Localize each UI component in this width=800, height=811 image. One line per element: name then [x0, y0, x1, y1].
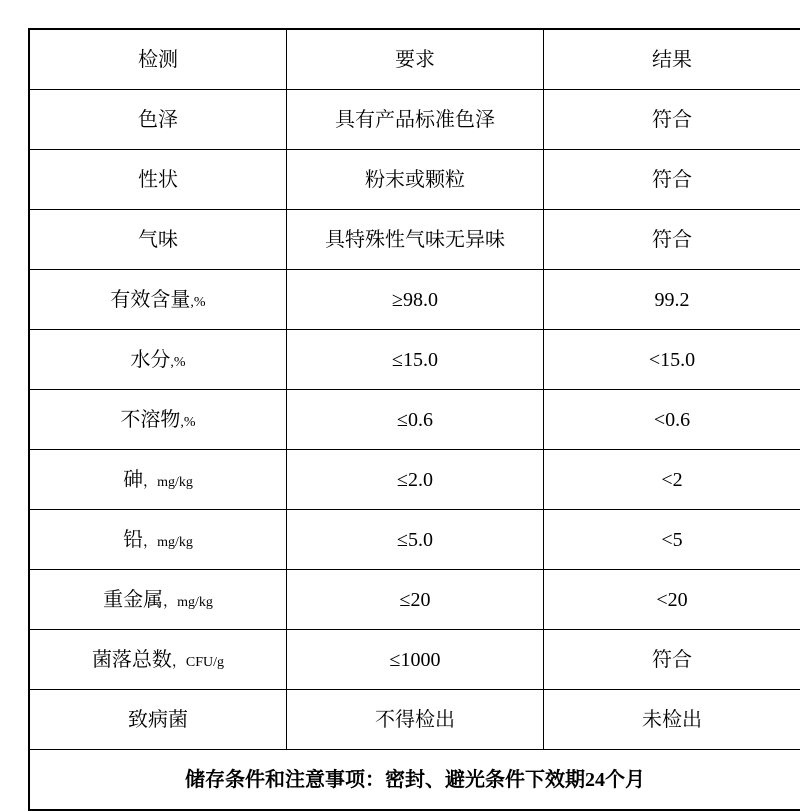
- cell-result: 未检出: [544, 690, 800, 750]
- cell-result: 符合: [544, 210, 800, 270]
- table-row: [29, 90, 800, 150]
- column-header-result: 结果: [544, 29, 800, 90]
- column-header-item: 检测: [29, 29, 287, 90]
- cell-result: <5: [544, 510, 800, 570]
- cell-item: [29, 210, 287, 270]
- cell-requirement: 粉末或颗粒: [287, 150, 544, 210]
- cell-requirement: ≤2.0: [287, 450, 544, 510]
- item-label: 致病菌: [128, 708, 188, 732]
- item-label: 色泽: [138, 108, 178, 132]
- cell-item: [29, 270, 287, 330]
- table-body: [29, 29, 800, 810]
- cell-item: [29, 390, 287, 450]
- table-row: [29, 690, 800, 750]
- table-row: [29, 330, 800, 390]
- cell-item: [29, 150, 287, 210]
- table-row: [29, 150, 800, 210]
- table-row: [29, 270, 800, 330]
- cell-requirement: ≥98.0: [287, 270, 544, 330]
- cell-requirement: ≤20: [287, 570, 544, 630]
- cell-requirement: ≤0.6: [287, 390, 544, 450]
- specification-table: [28, 28, 800, 811]
- table-row: [29, 210, 800, 270]
- table-header-row: [29, 29, 800, 90]
- cell-requirement: ≤5.0: [287, 510, 544, 570]
- table-footer-row: [29, 750, 800, 811]
- item-unit: ,%: [180, 415, 195, 430]
- table-row: [29, 450, 800, 510]
- cell-requirement: 具有产品标准色泽: [287, 90, 544, 150]
- cell-result: <0.6: [544, 390, 800, 450]
- cell-requirement: 不得检出: [287, 690, 544, 750]
- cell-item: [29, 630, 287, 690]
- item-label: 性状: [138, 168, 178, 192]
- item-label: 水分: [130, 348, 170, 372]
- item-unit: ,%: [190, 295, 205, 310]
- table-row: [29, 390, 800, 450]
- item-label: 铅: [123, 528, 143, 552]
- cell-result: <15.0: [544, 330, 800, 390]
- cell-result: 99.2: [544, 270, 800, 330]
- item-label: 气味: [138, 228, 178, 252]
- cell-item: [29, 450, 287, 510]
- table-row: [29, 630, 800, 690]
- cell-result: <2: [544, 450, 800, 510]
- cell-item: [29, 570, 287, 630]
- item-unit: ，mg/kg: [143, 535, 193, 550]
- cell-requirement: ≤15.0: [287, 330, 544, 390]
- cell-requirement: ≤1000: [287, 630, 544, 690]
- cell-result: 符合: [544, 630, 800, 690]
- cell-item: [29, 330, 287, 390]
- cell-item: [29, 690, 287, 750]
- item-label: 重金属: [103, 588, 163, 612]
- table-row: [29, 510, 800, 570]
- cell-item: [29, 90, 287, 150]
- item-label: 不溶物: [120, 408, 180, 432]
- item-unit: ，mg/kg: [143, 475, 193, 490]
- table-row: [29, 570, 800, 630]
- item-label: 菌落总数: [92, 648, 172, 672]
- item-unit: ，mg/kg: [163, 595, 213, 610]
- item-unit: ，CFU/g: [172, 655, 224, 670]
- item-unit: ,%: [170, 355, 185, 370]
- cell-result: 符合: [544, 150, 800, 210]
- cell-result: 符合: [544, 90, 800, 150]
- item-label: 砷: [123, 468, 143, 492]
- item-label: 有效含量: [110, 288, 190, 312]
- cell-item: [29, 510, 287, 570]
- storage-note: 储存条件和注意事项：密封、避光条件下效期24个月: [29, 750, 800, 811]
- cell-result: <20: [544, 570, 800, 630]
- cell-requirement: 具特殊性气味无异味: [287, 210, 544, 270]
- column-header-requirement: 要求: [287, 29, 544, 90]
